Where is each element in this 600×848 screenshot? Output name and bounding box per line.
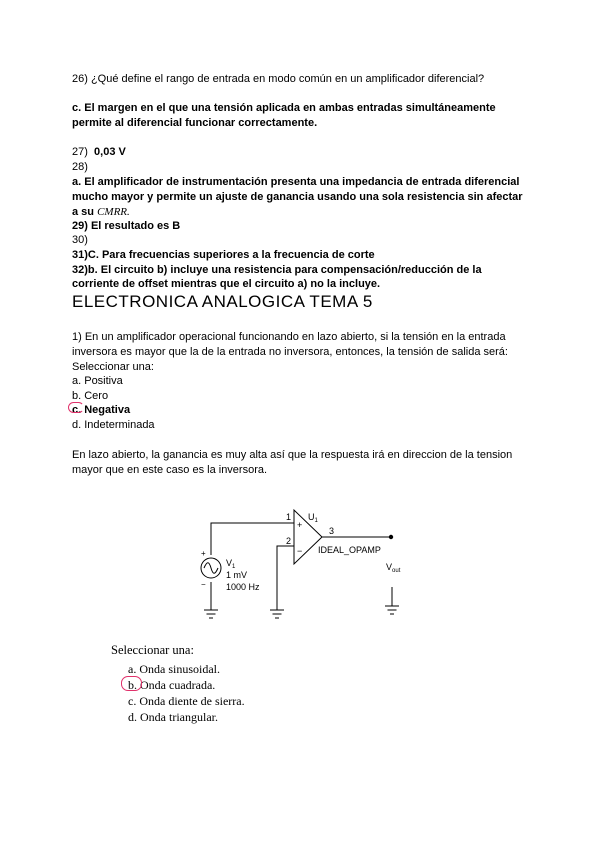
- wire-inverting: [277, 546, 294, 610]
- answer-26-line2: permite al diferencial funcionar correctamente.: [72, 117, 318, 129]
- option-b[interactable]: b. Cero: [72, 390, 109, 402]
- question-27-number: 27): [72, 146, 88, 158]
- answer-28-line1: a. El amplificador de instrumentación presenta una impedancia de entrada diferencial: [72, 176, 520, 188]
- opamp-model-label: IDEAL_OPAMP: [318, 545, 381, 555]
- wire-noninverting: [211, 523, 294, 555]
- answer-31: 31)C. Para frecuencias superiores a la frecuencia de corte: [72, 249, 375, 261]
- output-node-dot: [389, 535, 393, 539]
- source-minus-sign: −: [201, 580, 206, 589]
- source-name-label: $V_1$: [226, 558, 236, 570]
- vout-label: $V_{out}$: [386, 562, 401, 574]
- selection-circle-q2: [121, 676, 142, 691]
- opamp-label: $U_1$: [308, 512, 318, 524]
- node-3-label: 3: [329, 526, 335, 536]
- answer-27: 0,03 V: [94, 146, 126, 158]
- q2-option-c[interactable]: c. Onda diente de sierra.: [128, 694, 245, 708]
- option-a[interactable]: a. Positiva: [72, 375, 123, 387]
- source-frequency-label: 1000 Hz: [226, 582, 260, 592]
- opamp-plus-sign: +: [297, 520, 303, 530]
- q2-option-d[interactable]: d. Onda triangular.: [128, 710, 218, 724]
- ground-icon-inverting: [270, 610, 284, 618]
- answer-28-line2: mucho mayor y permite un ajuste de ganancia usando una sola resistencia sin afectar: [72, 191, 523, 203]
- question-1-prompt: Seleccionar una:: [72, 361, 154, 373]
- node-2-label: 2: [286, 536, 292, 546]
- answer-32-line1: 32)b. El circuito b) incluye una resistencia para compensación/reducción de la: [72, 264, 482, 276]
- source-amplitude-label: 1 mV: [226, 570, 248, 580]
- q2-option-a[interactable]: a. Onda sinusoidal.: [128, 662, 220, 676]
- question-1-line2: inversora es mayor que la de la entrada no inversora, entonces, la tensión de salida será:: [72, 346, 508, 358]
- source-plus-sign: +: [201, 549, 206, 558]
- explanation-line2: mayor que en este caso es la inversora.: [72, 464, 268, 476]
- answer-28-prefix: a su: [72, 206, 95, 218]
- q2-option-b[interactable]: b. Onda cuadrada.: [128, 678, 216, 692]
- question-26: 26) ¿Qué define el rango de entrada en modo común en un amplificador diferencial?: [72, 73, 485, 85]
- section-heading: ELECTRONICA ANALOGICA TEMA 5: [72, 292, 373, 311]
- question-1-line1: 1) En un amplificador operacional funcionando en lazo abierto, si la tensión en la entrada: [72, 331, 506, 343]
- cmrr-term: CMRR.: [97, 206, 130, 218]
- ground-icon-source: [204, 610, 218, 618]
- question-2-prompt: Seleccionar una:: [111, 643, 194, 657]
- node-1-label: 1: [286, 512, 292, 522]
- question-30: 30): [72, 234, 88, 246]
- answer-29: 29) El resultado es B: [72, 220, 181, 232]
- explanation-line1: En lazo abierto, la ganancia es muy alta así que la respuesta irá en direccion de la tension: [72, 449, 513, 461]
- answer-32-line2: corriente de offset mientras que el circuito a) no la incluye.: [72, 278, 381, 290]
- option-d[interactable]: d. Indeterminada: [72, 419, 155, 431]
- ground-icon-output: [385, 587, 399, 614]
- opamp-minus-sign: −: [297, 546, 303, 556]
- sine-icon: [204, 563, 218, 574]
- answer-26-line1: c. El margen en el que una tensión aplicada en ambas entradas simultáneamente: [72, 102, 496, 114]
- question-28: 28): [72, 161, 88, 173]
- option-c-selected[interactable]: c. Negativa: [72, 404, 131, 416]
